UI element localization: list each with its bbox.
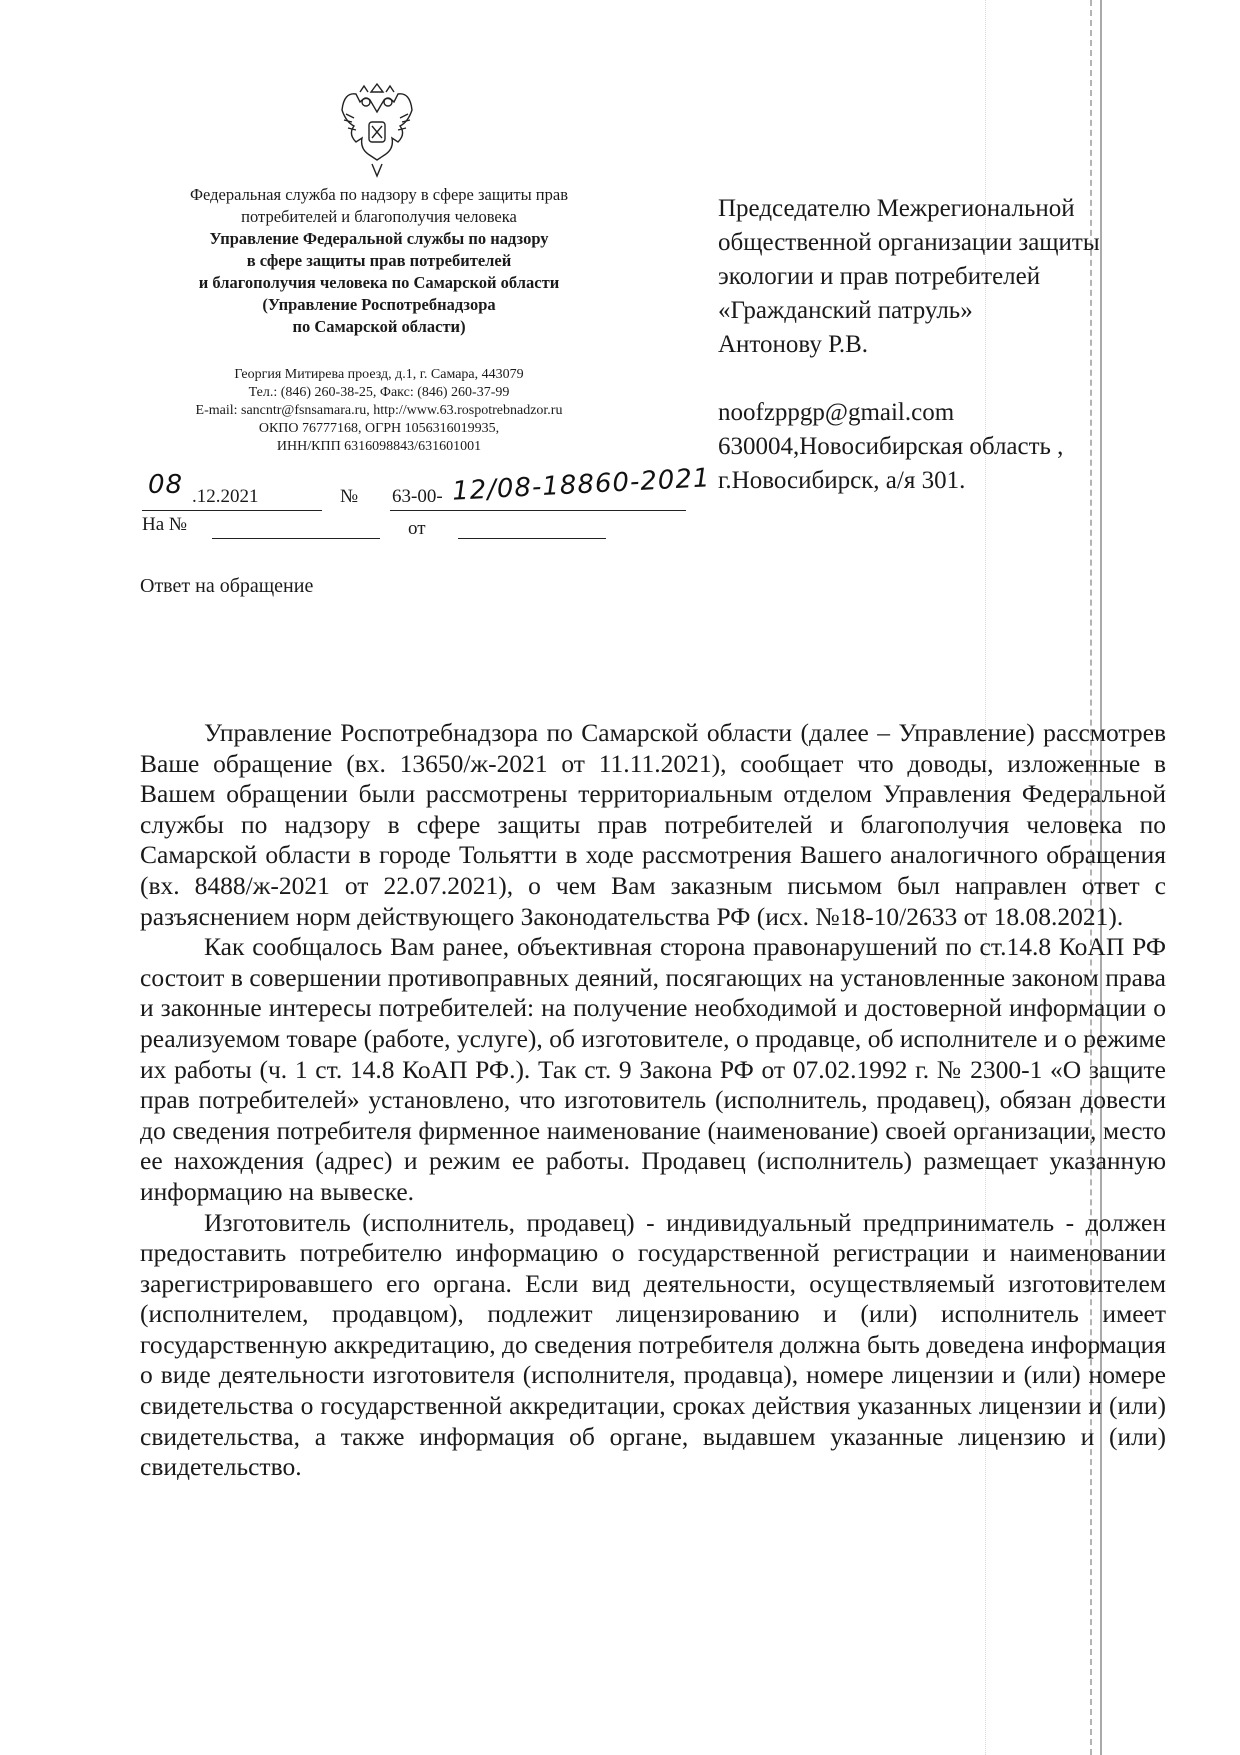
ref-underline	[212, 538, 380, 539]
sender-email: E-mail: sancntr@fsnsamara.ru, http://www.63.rospotrebnadzor.ru	[195, 403, 563, 418]
body-paragraph: Управление Роспотребнадзора по Самарской области (далее – Управление) рассмотрев Ваше обращение (вх. 13650/ж-2021 от 11.11.2021), сообщает что доводы, изложенные в Вашем обращении были рассмотрены территориальным отделом Управления Федеральной службы по надзору в сфере защиты прав потребителей и благополучия человека по Самарской области в городе Тольятти в ходе рассмотрения Вашего аналогичного обращения (вх. 8488/ж-2021 от 22.07.2021), о чем Вам заказным письмом был направлен ответ с разъяснением норм действующего Законодательства РФ (исх. №18-10/2633 от 18.08.2021).	[140, 718, 1166, 931]
sender-org-line: (Управление Роспотребнадзора	[262, 295, 496, 314]
from-label: от	[408, 518, 426, 539]
recipient-email: noofzppgp@gmail.com	[718, 399, 955, 426]
sender-org-line: и благополучия человека по Самарской области	[198, 273, 560, 292]
sender-org-line: по Самарской области)	[292, 317, 466, 336]
number-sign: №	[340, 486, 359, 507]
sender-address: Георгия Митирева проезд, д.1, г. Самара, 443079	[234, 367, 524, 382]
sender-inn-kpp: ИНН/КПП 6316098843/631601001	[276, 439, 482, 454]
sender-contacts	[146, 366, 612, 456]
recipient-address-line: г.Новосибирск, а/я 301.	[718, 467, 966, 494]
sender-okpo-ogrn: ОКПО 76777168, ОГРН 1056316019935,	[258, 421, 500, 436]
date-printed: .12.2021	[192, 486, 259, 507]
sender-org-line: Управление Федеральной службы по надзору	[209, 229, 549, 248]
recipient-line: «Гражданский патруль»	[718, 297, 973, 324]
recipient-line: Председателю Межрегиональной	[718, 195, 1075, 222]
letter-subject: Ответ на обращение	[140, 575, 314, 597]
coat-of-arms-icon	[336, 82, 418, 178]
handwritten-date-day: 08	[148, 470, 184, 500]
body-paragraph: Изготовитель (исполнитель, продавец) - индивидуальный предприниматель - должен предоставить потребителю информацию о государственной регистрации и наименовании зарегистрировавшего его органа. Если вид деятельности, осуществляемый изготовителем (исполнителем, продавцом), подлежит лицензированию и (или) исполнитель имеет государственную аккредитацию, до сведения потребителя должна быть доведена информация о виде деятельности изготовителя (исполнителя, продавца), номере лицензии и (или) номере свидетельства о государственной аккредитации, сроках действия указанных лицензии и (или) свидетельства, а также информация об органе, выдавшем указанные лицензию и (или) свидетельство.	[140, 1207, 1166, 1482]
sender-org-line: потребителей и благополучия человека	[241, 207, 517, 226]
recipient-name: Антонову Р.В.	[718, 331, 869, 358]
sender-organization	[146, 184, 612, 338]
recipient-line: общественной организации защиты	[718, 229, 1100, 256]
recipient-block	[718, 192, 1198, 498]
number-underline	[390, 510, 686, 511]
handwritten-reg-number: 12/08-18860-2021	[451, 463, 712, 507]
sender-org-line: Федеральная служба по надзору в сфере защиты прав	[189, 185, 568, 204]
recipient-address-line: 630004,Новосибирская область ,	[718, 433, 1064, 460]
from-underline	[458, 538, 606, 539]
recipient-line: экологии и прав потребителей	[718, 263, 1041, 290]
number-prefix: 63-00-	[392, 486, 443, 507]
body-paragraph: Как сообщалось Вам ранее, объективная сторона правонарушений по ст.14.8 КоАП РФ состоит в совершении противоправных деяний, посягающих на установленные законом права и законные интересы потребителей: на получение необходимой и достоверной информации о реализуемом товаре (работе, услуге), об изготовителе, о продавце, об исполнителе и о режиме их работы (ч. 1 ст. 14.8 КоАП РФ.). Так ст. 9 Закона РФ от 07.02.1992 г. № 2300-1 «О защите прав потребителей» установлено, что изготовитель (исполнитель, продавец), обязан довести до сведения потребителя фирменное наименование (наименование) своей организации, место ее нахождения (адрес) и режим ее работы. Продавец (исполнитель) размещает указанную информацию на вывеске.	[140, 932, 1166, 1206]
date-underline	[142, 510, 322, 511]
letter-body	[140, 718, 1166, 1483]
sender-org-line: в сфере защиты прав потребителей	[246, 251, 512, 270]
ref-label: На №	[142, 514, 188, 535]
sender-phone: Тел.: (846) 260-38-25, Факс: (846) 260-37-99	[248, 385, 510, 400]
